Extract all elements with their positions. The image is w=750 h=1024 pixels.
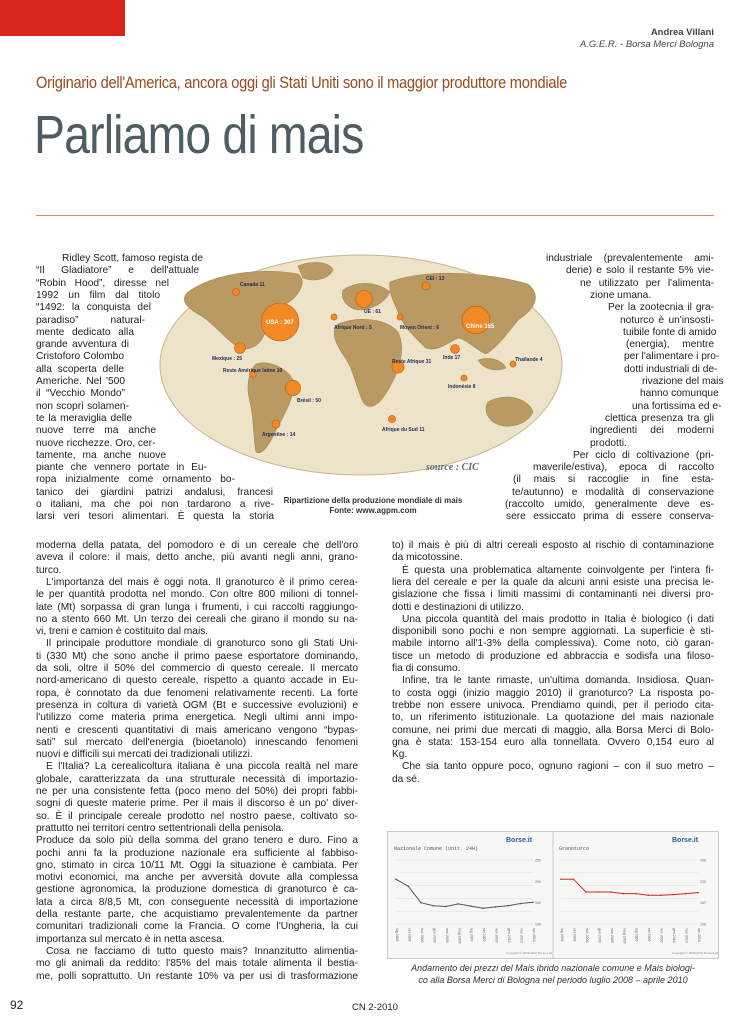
price-chart-panel <box>387 831 719 959</box>
chart-data-point <box>585 891 587 893</box>
text-line: zione umana. <box>590 289 652 301</box>
text-line: trebbe non essere univoca. Prendiamo quindi, per il periodo cita- <box>392 699 714 711</box>
text-line: Una piccola quantità del mais prodotto in Italia è biologico (i dati <box>402 613 714 625</box>
text-line: derie) e solo il restante 5% vie- <box>566 265 714 277</box>
text-line: disponibili sono pochi e non sempre aggiornati. La superficie è sti- <box>392 626 714 638</box>
world-maize-map <box>158 252 565 477</box>
text-line: le per quantità prodotta nel mondo. Con oltre 800 milioni di tonnel- <box>36 589 358 601</box>
chart-y-tick: 100 <box>700 922 706 927</box>
text-line: non scoprì solamen- <box>36 400 129 412</box>
text-line: da sé. <box>392 773 420 785</box>
text-line: dotti e destinazioni di utilizzo. <box>392 601 524 613</box>
text-line: presenza in coltura di varietà OGM (Bt e successive evoluzioni) e <box>36 699 358 711</box>
page-number: 92 <box>10 998 24 1012</box>
map-bubble-label: Brésil : 50 <box>297 398 321 404</box>
author-name: Andrea Villani <box>650 27 714 38</box>
text-line: Per la zootecnia il gra- <box>608 302 714 314</box>
text-line: paradiso” natural- <box>36 314 145 326</box>
text-line: mente dedicato alla <box>36 326 134 338</box>
text-line: Infine, tra le tante rimaste, un'ultima domanda. Insidiosa. Quan- <box>402 675 714 687</box>
text-line: pochi anni fa la produzione nazionale era sufficiente al fabbiso- <box>36 847 358 859</box>
chart-x-tick: gen 2010 <box>507 928 512 943</box>
right-chart-title: Granoturco <box>559 846 590 852</box>
text-line: noturco è un'insosti- <box>620 314 714 326</box>
chart-data-point <box>420 902 422 904</box>
text-line: gno, stimato in circa 10/11 Mt. Oggi la situazione è cambiata. Per <box>36 859 358 871</box>
left-chart-title: Nazionale Comune (unit. 24H) <box>394 846 479 852</box>
text-line: so. È il principale cereale prodotto nel nostro paese, coltivato so- <box>36 810 358 822</box>
map-bubble-label: Argentine : 14 <box>262 432 296 438</box>
text-line: L'importanza del mais è oggi nota. Il granoturco è il primo cerea- <box>46 576 358 588</box>
text-line: (il mais si raccoglie in fine esta- <box>513 474 714 486</box>
text-line: globale, caratterizzata da una strutturale necessità di importazio- <box>36 773 358 785</box>
text-line: della restante parte, che acquistiamo prevalentemente da partner <box>36 909 358 920</box>
chart-caption-line-1: Andamento dei prezzi del Mais ibrido nazionale comune e Mais biologi- <box>411 963 695 973</box>
chart-y-tick: 200 <box>535 879 541 884</box>
article-subtitle: Originario dell'America, ancora oggi gli Stati Uniti sono il maggior produttore mondiale <box>36 73 568 92</box>
chart-x-tick: mar 2010 <box>519 928 524 943</box>
text-line: moderna della patata, del pomodoro e di un cereale che dell'oro <box>36 540 358 551</box>
text-line: tanico dei giardini patrizi andalusi, francesi <box>36 486 273 498</box>
right-chart-logo: Borse.it <box>672 837 699 844</box>
map-bubble-label: Indonésie 8 <box>448 384 476 390</box>
text-line: mo gli animali da reddito: l'85% del mais totale alimenta il bestia- <box>36 958 358 970</box>
map-bubble <box>331 314 337 320</box>
chart-data-point <box>482 907 484 909</box>
text-line: ropa inizialmente come ornamento bo- <box>36 474 235 486</box>
chart-x-tick: gen 2010 <box>672 928 677 943</box>
map-bubble-label: Thaïlande 4 <box>515 357 543 363</box>
chart-data-point <box>685 893 687 895</box>
text-line: to) il mais è più di altri cereali esposto al rischio di contaminazione <box>392 540 714 551</box>
chart-data-point <box>395 878 397 880</box>
text-line: Che sia tanto oppure poco, ognuno ragioni – con il suo metro – <box>402 761 714 773</box>
issue-label: CN 2-2010 <box>352 1002 398 1013</box>
world-map-graphic <box>158 252 565 477</box>
chart-y-tick: 250 <box>535 858 541 863</box>
chart-y-tick: 167 <box>700 901 706 906</box>
chart-data-point <box>660 894 662 896</box>
map-bubble-label: USA : 307 <box>266 320 294 326</box>
map-bubble-label: Reste Amérique latine 10 <box>223 368 283 374</box>
text-line: liera del cereale e per la quale da alcuni anni esiste una precisa le- <box>392 576 714 588</box>
text-line: ne per una consistente fetta (poco meno del 50%) dei propri fabbi- <box>36 786 358 797</box>
chart-data-point <box>697 892 699 894</box>
text-line: nuove terre ma anche <box>36 425 156 437</box>
chart-data-point <box>672 894 674 896</box>
map-bubble <box>388 415 395 422</box>
text-line: per l'alimentare i pro- <box>624 351 720 363</box>
text-line: ti (330 Mt) che sono anche il primo paese esportatore dominando, <box>36 650 358 662</box>
text-line: mabile intorno all'1-3% della complessiva). Come noto, ciò garan- <box>392 638 714 650</box>
left-chart-logo: Borse.it <box>506 837 533 844</box>
map-bubble <box>422 282 430 290</box>
text-line: nord-americano di questo cereale, rispetto a quanto accade in Eu- <box>36 675 358 687</box>
text-line: Ridley Scott, famoso regista de <box>62 253 203 264</box>
price-charts-graphic <box>388 832 718 958</box>
text-line: turco. <box>36 564 62 576</box>
text-line: “Il Gladiatore” e dell'attuale <box>36 265 199 277</box>
text-line: 1992 un film dal titolo <box>36 289 160 301</box>
chart-data-point <box>445 906 447 908</box>
text-line: tisce un metodo di produzione ed abbraccia e sodisfa una filoso- <box>392 650 714 662</box>
text-line: Americhe. Nel '500 <box>36 376 125 387</box>
text-line: Per ciclo di coltivazione (pri- <box>573 449 714 461</box>
chart-x-tick: lug 2009 <box>634 928 639 942</box>
chart-y-tick: 300 <box>700 858 706 863</box>
text-line: gna è stata: 153-154 euro alla tonnellata. Ovvero 0,154 euro al <box>392 736 714 748</box>
chart-x-tick: nov 2009 <box>659 928 664 943</box>
chart-data-point <box>560 878 562 880</box>
text-line: grande avventura di <box>36 339 129 351</box>
text-line: fia di consumo. <box>392 663 461 674</box>
map-bubble-label: Chine 165 <box>466 324 495 330</box>
text-line: E l'Italia? La cerealicoltura italiana è una piccola realtà nel mare <box>46 761 358 773</box>
chart-x-tick: set 2009 <box>647 928 652 942</box>
chart-data-point <box>532 901 534 903</box>
text-line: industriale (prevalentemente ami- <box>546 253 714 264</box>
map-source-label: source : CIC <box>426 462 479 473</box>
text-line: nuovi e difficili sui mercati dei tradizionali utilizzi. <box>36 749 253 761</box>
header-color-tab <box>0 0 125 36</box>
map-bubble-label: Canada 11 <box>240 282 265 288</box>
text-line: gestione agronomica, la produzione domestica di granoturco è ca- <box>36 884 358 896</box>
chart-caption <box>388 963 718 986</box>
chart-data-point <box>610 891 612 893</box>
text-line: Cosa ne facciamo di tutto questo mais? Innanzitutto alimentia- <box>46 945 358 957</box>
text-line: (raccolto umido, generalmente deve es- <box>505 499 714 510</box>
map-bubble <box>285 380 300 395</box>
text-line: rivazione del mais <box>642 376 724 387</box>
chart-data-point <box>408 886 410 888</box>
map-bubble-label: Reste Afrique 31 <box>392 359 432 365</box>
text-line: late (Mt) sorpassa di gran lunga i frumenti, i cui raccolti raggiungo- <box>36 601 358 613</box>
chart-x-tick: lug 2008 <box>395 928 399 942</box>
text-line: me, polli soprattutto. Un restante 10% va per usi di trasformazione <box>36 970 358 982</box>
text-line: È questa una problematica altamente coinvolgente per l'intera fi- <box>402 564 714 576</box>
map-bubble <box>356 291 373 308</box>
map-bubble <box>235 343 246 354</box>
map-bubble-label: CEI : 13 <box>426 276 445 282</box>
chart-x-tick: nov 2009 <box>494 928 499 943</box>
text-line: comune, nei primi due mercati di maggio, alla Borsa Merci di Bolo- <box>392 724 714 736</box>
text-line: una fortissima ed e- <box>632 400 722 412</box>
text-line: prattutto nei territori centro settentrionali della penisola. <box>36 822 285 834</box>
text-line: dotti industriali di de- <box>624 363 718 375</box>
chart-y-tick: 100 <box>535 922 541 927</box>
chart-x-tick: mag 2009 <box>457 928 462 944</box>
chart-x-tick: mar 2009 <box>444 928 449 943</box>
chart-data-point <box>433 905 435 907</box>
text-line: nuove ricchezze. Oro, cer- <box>36 437 156 449</box>
text-line: importanza sul mercato è in netta ascesa. <box>36 933 225 945</box>
text-line: to costa oggi (inizio maggio 2010) il granoturco? La risposta po- <box>392 687 714 699</box>
author-affiliation: A.G.E.R. - Borsa Merci Bologna <box>579 39 714 50</box>
text-line: motivi economici, ma anche per avversità dovute alla complessa <box>36 872 358 884</box>
title-divider <box>36 215 714 216</box>
chart-y-tick: 233 <box>700 879 706 884</box>
chart-data-point <box>647 894 649 896</box>
text-line: “1492: la conquista del <box>36 302 151 314</box>
text-line: da micotossine. <box>392 552 463 564</box>
chart-y-tick: 150 <box>535 901 541 906</box>
text-line: Il principale produttore mondiale di granoturco sono gli Stati Uni- <box>46 638 358 650</box>
chart-x-tick: mag 2009 <box>622 928 627 944</box>
text-line: “Robin Hood”, diresse nel <box>36 277 169 289</box>
map-bubble-label: Afrique du Sud 11 <box>382 427 425 433</box>
text-line: prodotti. <box>590 437 627 449</box>
map-bubble-label: Mexique : 25 <box>212 356 243 362</box>
chart-x-tick: set 2008 <box>407 928 412 942</box>
text-line: larsi veri tesori alimentari. È questa la storia <box>36 511 274 523</box>
text-line: l'utilizzo come materia prima energetica. Negli ultimi anni impo- <box>36 712 358 724</box>
chart-x-tick: set 2008 <box>572 928 577 942</box>
text-line: tamente, ma anche nuove <box>36 449 166 461</box>
text-line: Kg. <box>392 749 408 761</box>
chart-x-tick: nov 2008 <box>584 928 589 943</box>
chart-x-tick: set 2009 <box>482 928 487 942</box>
chart-x-tick: gen 2009 <box>597 928 602 943</box>
chart-x-tick: lug 2009 <box>469 928 474 942</box>
text-line: (energia), mentre <box>626 339 714 351</box>
text-line: gislazione che fissa i limiti massimi di contaminanti nei diversi pro- <box>392 589 714 601</box>
map-bubble-label: Afrique Nord : 5 <box>334 325 372 331</box>
map-bubble-label: UE : 61 <box>364 309 381 315</box>
text-line: maverile/estiva), epoca di raccolto <box>533 462 714 474</box>
text-line: sati” sul mercato dell'energia (bioetanolo) innescando fenomeni <box>36 736 358 748</box>
text-line: ne utilizzato per l'alimenta- <box>580 277 714 289</box>
text-line: hanno comunque <box>640 388 719 400</box>
text-line: il “Vecchio Mondo” <box>36 388 125 400</box>
text-line: te/autunno) e modalità di conservazione <box>512 486 714 498</box>
chart-x-tick: apr 2010 <box>532 928 536 942</box>
text-line: te la meraviglia delle <box>36 412 132 424</box>
text-line: piante che vennero portate in Eu- <box>36 462 207 474</box>
chart-x-tick: nov 2008 <box>419 928 424 943</box>
chart-data-point <box>622 893 624 895</box>
map-bubble <box>232 288 239 295</box>
text-line: to, un riferimento istituzionale. La quotazione del mais nazionale <box>392 712 714 724</box>
chart-data-point <box>598 891 600 893</box>
text-line: alla scoperta delle <box>36 363 124 375</box>
map-caption-source: Fonte: www.agpm.com <box>329 506 417 515</box>
text-line: nenti e crescenti quantitativi di mais americano vengono “bypas- <box>36 724 358 736</box>
map-bubble-label: Inde 17 <box>443 355 461 361</box>
map-bubble <box>451 345 460 354</box>
text-line: ingredienti dei moderni <box>590 425 714 437</box>
text-line: Produce da solo più della somma del grano tenero e duro. Fino a <box>36 835 358 847</box>
chart-data-point <box>635 893 637 895</box>
text-line: o italiani, ma che poi non tardarono a rive- <box>36 499 274 510</box>
map-bubble-label: Moyen Orient : 6 <box>400 325 440 331</box>
text-line: vi, treni e camion è costituito dal mais. <box>36 626 209 638</box>
text-line: clettica presenza tra gli <box>605 412 714 424</box>
chart-x-tick: mar 2009 <box>609 928 614 943</box>
map-bubble <box>397 314 403 320</box>
text-line: comunitari tradizionali come la Francia. O come l'Ungheria, la cui <box>36 921 358 933</box>
article-title: Parliamo di mais <box>34 105 364 165</box>
map-caption-title: Ripartizione della produzione mondiale di mais <box>283 496 463 505</box>
text-line: no a stento 660 Mt. Un terzo dei cereali che girano il mondo su na- <box>36 613 358 625</box>
text-line: Cristoforo Colombo <box>36 351 124 363</box>
chart-x-tick: apr 2010 <box>697 928 701 942</box>
chart-x-tick: lug 2008 <box>560 928 564 942</box>
map-bubble <box>461 375 467 381</box>
chart-caption-line-2: co alla Borsa Merci di Bologna nel periodo luglio 2008 – aprile 2010 <box>418 974 688 985</box>
chart-data-point <box>457 903 459 905</box>
text-line: tuibile fonte di amido <box>623 326 717 338</box>
chart-data-point <box>573 878 575 880</box>
text-line: ropa, è connotato da due fenomeni relativamente recenti. La forte <box>36 687 358 699</box>
text-line: lata a circa 8/8,5 Mt, con conseguente necessità di importazione <box>36 896 358 908</box>
text-line: aveva il colore: il mais, detto anche, più avanti negli anni, grano- <box>36 552 358 564</box>
chart-data-point <box>495 906 497 908</box>
left-chart-footer: Copyright © 2009-2010 Borse.it srl <box>506 951 553 955</box>
map-caption <box>236 496 510 516</box>
chart-data-point <box>520 903 522 905</box>
chart-x-tick: gen 2009 <box>432 928 437 943</box>
right-chart-footer: Copyright © 2009-2010 Borse.it srl <box>672 951 718 955</box>
chart-data-point <box>507 905 509 907</box>
chart-x-tick: mar 2010 <box>684 928 689 943</box>
chart-data-point <box>470 905 472 907</box>
map-bubble <box>272 420 280 428</box>
text-line: sogni di queste materie prime. Per il mais il discorso è un po' diver- <box>36 798 358 810</box>
text-line: da soli, oltre il 50% del commercio di questo cereale. Il mercato <box>36 663 358 674</box>
text-line: sere essiccato prima di essere conserva- <box>506 511 714 523</box>
